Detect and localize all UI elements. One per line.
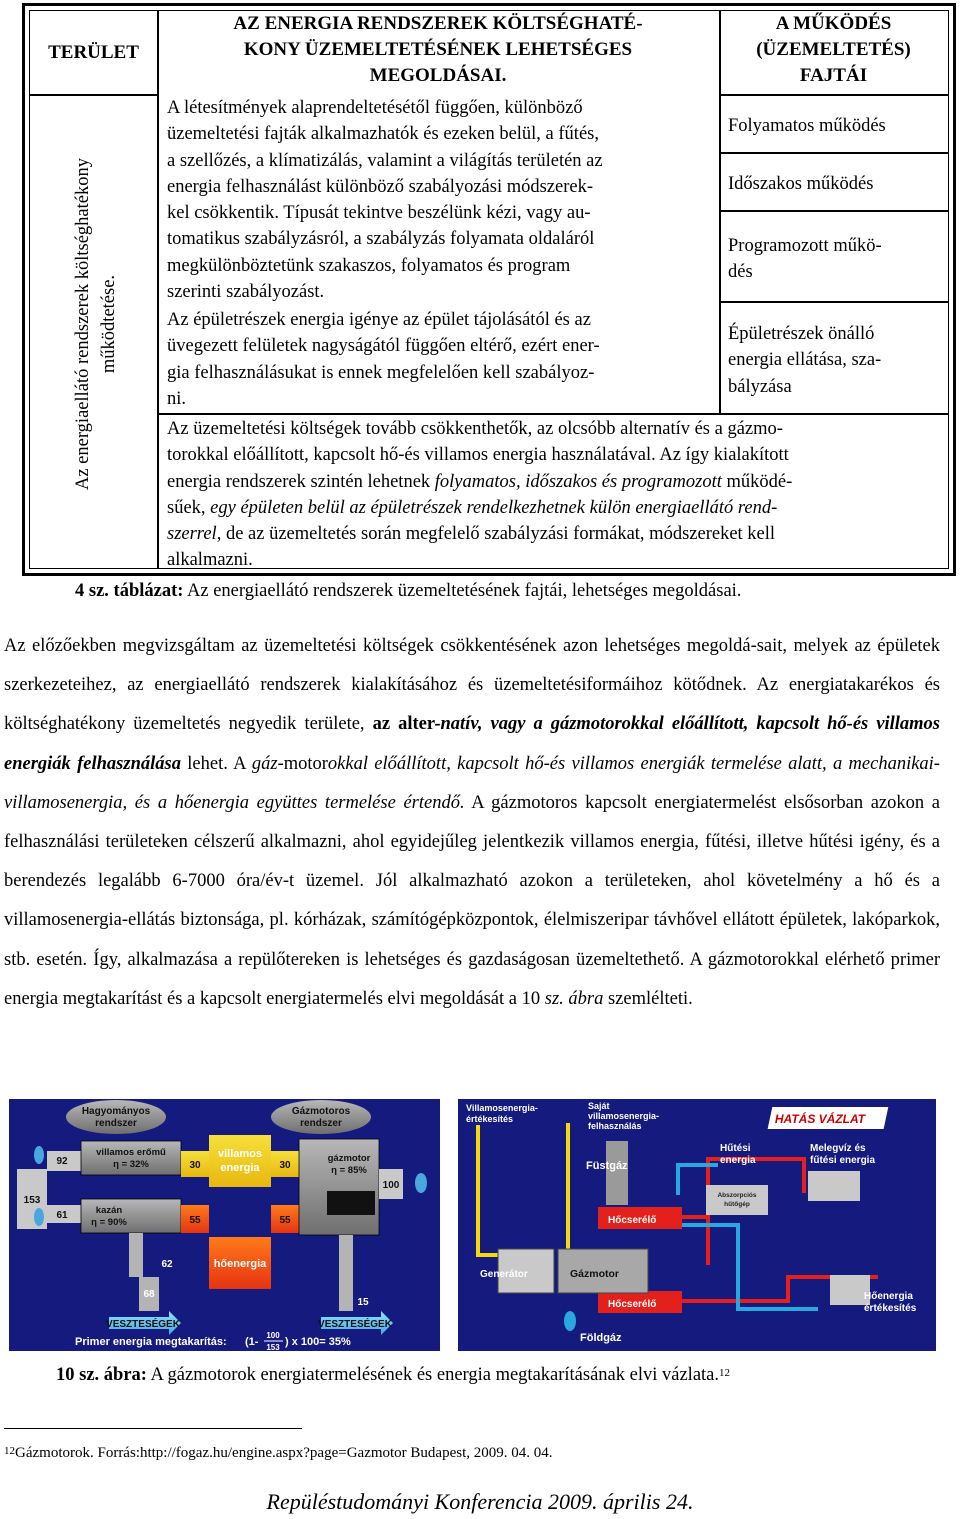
flame-icon <box>34 1146 44 1164</box>
operation-table <box>22 3 956 576</box>
figure-right-svg <box>458 1099 936 1351</box>
figure-primary-energy-comparison <box>9 1099 440 1351</box>
summary-line <box>167 442 945 468</box>
summary-line <box>167 547 945 573</box>
own-use-line1: Saját <box>588 1101 610 1111</box>
boiler-efficiency: η = 90% <box>91 1217 127 1228</box>
absorber-line2: hűtőgép <box>724 1201 750 1208</box>
formula-denominator: 153 <box>266 1343 280 1351</box>
value-61: 61 <box>56 1210 68 1221</box>
summary-segment: torokkal előállított, kapcsolt hő-és villamos energia használatával. Az így kialakított <box>167 445 789 466</box>
header-solutions-line: MEGOLDÁSAI. <box>369 65 507 86</box>
cooling-line2: energia <box>720 1155 756 1166</box>
figure-caption-text: A gázmotorok energiatermelésének és energia megtakarításának elvi vázlata. <box>146 1365 720 1385</box>
value-55-right: 55 <box>279 1215 291 1226</box>
operation-type-line: energia ellátása, sza- <box>728 350 882 371</box>
cooling-line1: Hűtési <box>720 1143 751 1154</box>
body-run: szemlélteti. <box>603 988 693 1009</box>
header-operation-line: (ÜZEMELTETÉS) <box>756 39 911 60</box>
summary-segment: energia rendszerek szintén lehetnek <box>167 471 435 492</box>
summary-line <box>167 495 945 521</box>
row-divider-op3 <box>719 301 948 303</box>
solution-text-2 <box>167 307 712 412</box>
summary-line <box>167 469 945 495</box>
electric-energy-box <box>209 1135 271 1187</box>
title-left-line1: Hagyományos <box>81 1106 151 1117</box>
header-operation-line: FAJTÁI <box>799 65 868 86</box>
gas-label: Földgáz <box>580 1332 622 1344</box>
body-run: gáz- <box>251 753 284 774</box>
operation-type-line: Időszakos működés <box>728 174 874 194</box>
area-label-line: Az energiaellátó rendszerek költséghatékony <box>73 158 93 491</box>
page-footer: Repüléstudományi Konferencia 2009. április 24. <box>266 1489 694 1514</box>
summary-line <box>167 416 945 442</box>
row-divider-op1 <box>719 152 948 154</box>
electric-label-2: energia <box>220 1162 260 1174</box>
solution-line: A létesítmények alaprendeltetésétől függően, különböző <box>167 98 583 118</box>
electric-label-1: villamos <box>217 1148 263 1160</box>
row-divider-area <box>30 94 157 96</box>
sketch-label: HATÁS VÁZLAT <box>774 1112 866 1126</box>
body-run: A gázmotoros kapcsolt energiatermelést elsősorban azokon a felhasználási területeken célszerű alkalmazni, ahol egyidejűleg jelentkezik villamos energia, fűtési, illetve hűtési igény, és a berendezés legalább 6-7000 óra/év-t üzemel. Jól alkalmazható azokon a területeken, ahol követelmény a hő és a villamosenergia-ellátás biztonsága, pl. kórházak, számítógépközpontok, élelmiszeripar távhővel ellátott épületek, lakóparkok, stb. esetén. Így, alkalmazása a repülőtereken is lehetséges és gazdaságosan üzemeltethető. A gázmotorokkal elérhető primer energia megtakarítást és a kapcsolt energiatermelés elvi megoldását a 10 <box>4 792 940 1009</box>
footnote-ref: 12 <box>719 1367 731 1379</box>
generator-label: Generátor <box>480 1269 528 1280</box>
summary-segment: alkalmazni. <box>167 550 253 571</box>
table-caption-label: 4 sz. táblázat: <box>75 581 184 601</box>
solution-line: szerinti szabályozást. <box>167 282 325 303</box>
operation-type-continuous <box>728 113 886 139</box>
wire-electric <box>478 1125 528 1255</box>
summary-segment: , de az üzemeltetés során megfelelő szabályzási formákat, módszereket kell <box>216 524 776 545</box>
title-left-line2: rendszer <box>95 1118 137 1129</box>
figure-cogeneration-sketch <box>458 1099 936 1351</box>
table-caption <box>75 578 741 604</box>
pipe-cold <box>668 1225 818 1309</box>
value-100: 100 <box>382 1180 400 1191</box>
heat-sale-line1: Hőenergia <box>864 1291 913 1302</box>
plant-efficiency: η = 32% <box>113 1159 149 1170</box>
footnote <box>4 1442 553 1464</box>
area-label-line: működtetése. <box>99 274 119 374</box>
gas-flame-icon <box>564 1311 576 1331</box>
value-92: 92 <box>56 1156 68 1167</box>
formula-text: Primer energia megtakarítás: <box>75 1336 227 1348</box>
flue-label: Füstgáz <box>586 1160 628 1172</box>
value-55-left: 55 <box>189 1215 201 1226</box>
gas-engine-icon <box>327 1191 375 1215</box>
table-grid <box>29 10 949 569</box>
row-divider-op2 <box>719 210 948 212</box>
flame-icon <box>34 1208 44 1226</box>
operation-type-building-parts <box>728 321 881 400</box>
body-run: lehet. A <box>180 753 252 774</box>
operation-type-line: Épületrészek önálló <box>728 324 875 344</box>
body-run: natív, vagy a gázmotorokkal előállított, kapcsolt hő-és villamos energiák felhasználása <box>4 714 940 774</box>
value-153: 153 <box>23 1195 41 1206</box>
footnote-number: 12 <box>4 1445 15 1457</box>
elec-value-line1: Villamosenergia- <box>466 1103 538 1113</box>
boiler-label: kazán <box>95 1205 123 1216</box>
formula-numerator: 100 <box>266 1331 280 1340</box>
header-area: TERÜLET <box>48 42 139 63</box>
body-run: sz. ábra <box>544 988 604 1009</box>
row-divider-bottom <box>157 413 948 415</box>
solution-line: megkülönböztetünk szakaszos, folyamatos és program <box>167 255 571 276</box>
summary-segment: működé- <box>721 471 793 492</box>
warm-water-line1: Melegvíz és <box>810 1143 866 1154</box>
value-68: 68 <box>143 1289 155 1300</box>
body-run: villamosenergia, és a hőenergia együttes termelése értendő. <box>4 792 465 813</box>
header-operation <box>719 11 948 89</box>
solution-line: ni. <box>167 388 187 409</box>
heat-label: hőenergia <box>213 1258 267 1270</box>
summary-segment: folyamatos, időszakos és programozott <box>434 471 722 492</box>
title-right-line1: Gázmotoros <box>291 1106 351 1117</box>
summary-segment: szerrel <box>167 524 217 545</box>
losses-label-right: VESZTESÉGEK <box>318 1319 392 1330</box>
value-15: 15 <box>357 1297 369 1308</box>
solution-line: a szellőzés, a klímatizálás, valamint a világítás területén az <box>167 150 603 171</box>
radiator-icon <box>808 1171 860 1201</box>
formula-close: ) x 100= 35% <box>285 1336 351 1348</box>
flame-icon <box>415 1173 427 1193</box>
header-operation-line: A MŰKÖDÉS <box>775 13 892 34</box>
solution-line: Az épületrészek energia igénye az épület tájolásától és az <box>167 310 591 330</box>
solution-line: gia felhasználásukat is ennek megfelelően kell szabályoz- <box>167 362 595 383</box>
loss-62 <box>129 1233 143 1277</box>
loss-15 <box>339 1235 353 1311</box>
plant-label: villamos erőmű <box>96 1147 166 1158</box>
operation-type-programmed <box>728 233 882 286</box>
figure-left-svg <box>9 1099 440 1351</box>
hx-bottom-label: Hőcserélő <box>608 1299 657 1310</box>
operation-type-line: bályzása <box>728 376 792 397</box>
body-run: Az előzőekben megvizsgáltam az üzemeltetési költségek csökkentésének azon lehetséges megoldá- <box>4 636 757 656</box>
summary-segment: Az üzemeltetési költségek tovább csökkenthetők, az olcsóbb alternatív és a gázmo- <box>167 419 783 439</box>
gas-engine-efficiency: η = 85% <box>331 1165 367 1176</box>
solution-line: üvegezett felületek nagyságától függően eltérő, ezért ener- <box>167 336 600 357</box>
table-caption-text: Az energiaellátó rendszerek üzemeltetésének fajtái, lehetséges megoldásai. <box>183 581 742 601</box>
absorber-line1: Abszorpciós <box>717 1192 757 1199</box>
footnote-text: Gázmotorok. Forrás:http://fogaz.hu/engine.aspx?page=Gazmotor Budapest, 2009. 04. 04. <box>15 1445 553 1461</box>
body-run: sait, melyek az épületek szerkezeteihez, az energiaellátó rendszerek kialakításához és üzemeltetési <box>4 636 941 696</box>
summary-line <box>167 521 945 547</box>
elec-value-line2: értékesítés <box>466 1114 514 1124</box>
area-label-text <box>70 119 122 529</box>
header-solutions-line: AZ ENERGIA RENDSZEREK KÖLTSÉGHATÉ- <box>233 13 643 34</box>
body-run: okkal előállított, kapcsolt hő-és villamos energiák termelése alatt, a mechanikai- <box>327 753 940 774</box>
operation-type-line: Programozott műkö- <box>728 236 882 256</box>
body-run: formáihoz kötődnek. Az energiatakarékos és költséghatékony üzemeltetés negyedik területe, <box>4 675 940 735</box>
solution-line: energia felhasználást különböző szabályozási módszerek- <box>167 176 594 197</box>
table-summary-text <box>167 416 945 574</box>
own-use-line3: felhasználás <box>588 1121 642 1131</box>
value-30-left: 30 <box>189 1160 201 1171</box>
warm-water-line2: fűtési energia <box>810 1155 876 1166</box>
engine-label: Gázmotor <box>570 1268 620 1280</box>
title-right-line2: rendszer <box>300 1118 342 1129</box>
header-solutions-line: KONY ÜZEMELTETÉSÉNEK LEHETSÉGES <box>243 39 633 60</box>
solution-text-1 <box>167 95 712 305</box>
value-62: 62 <box>161 1259 173 1270</box>
body-run: az alter- <box>372 714 441 735</box>
body-run: motor <box>283 753 328 774</box>
footnote-rule <box>4 1428 302 1429</box>
summary-segment: sűek, <box>167 497 211 518</box>
flue-pipe <box>606 1141 628 1205</box>
operation-type-line: dés <box>728 262 753 283</box>
row-divider-op0 <box>719 94 948 96</box>
operation-type-line: Folyamatos működés <box>728 116 886 136</box>
header-solutions <box>157 11 719 89</box>
heat-sale-line2: értékesítés <box>864 1303 917 1314</box>
col-divider-1 <box>157 11 159 568</box>
solution-line: tomatikus szabályzásról, a szabályzás folyamata oldaláról <box>167 229 595 250</box>
value-30-right: 30 <box>279 1160 291 1171</box>
figure-caption <box>56 1362 730 1388</box>
body-paragraph <box>4 627 940 1019</box>
operation-type-periodic <box>728 171 873 197</box>
figure-caption-label: 10 sz. ábra: <box>56 1365 147 1385</box>
absorber-box <box>706 1185 768 1215</box>
solution-line: üzemeltetési fajták alkalmazhatók és ezeken belül, a fűtés, <box>167 124 599 145</box>
losses-label-left: VESZTESÉGEK <box>106 1319 180 1330</box>
formula-open: (1- <box>245 1336 259 1348</box>
solution-line: kel csökkentik. Típusát tekintve beszélünk kézi, vagy au- <box>167 203 591 224</box>
hx-top-label: Hőcserélő <box>608 1215 657 1226</box>
own-use-line2: villamosenergia- <box>588 1111 660 1121</box>
summary-segment: egy épületen belül az épületrészek rendelkezhetnek külön energiaellátó rend- <box>210 497 778 518</box>
gas-engine-label: gázmotor <box>327 1153 371 1164</box>
